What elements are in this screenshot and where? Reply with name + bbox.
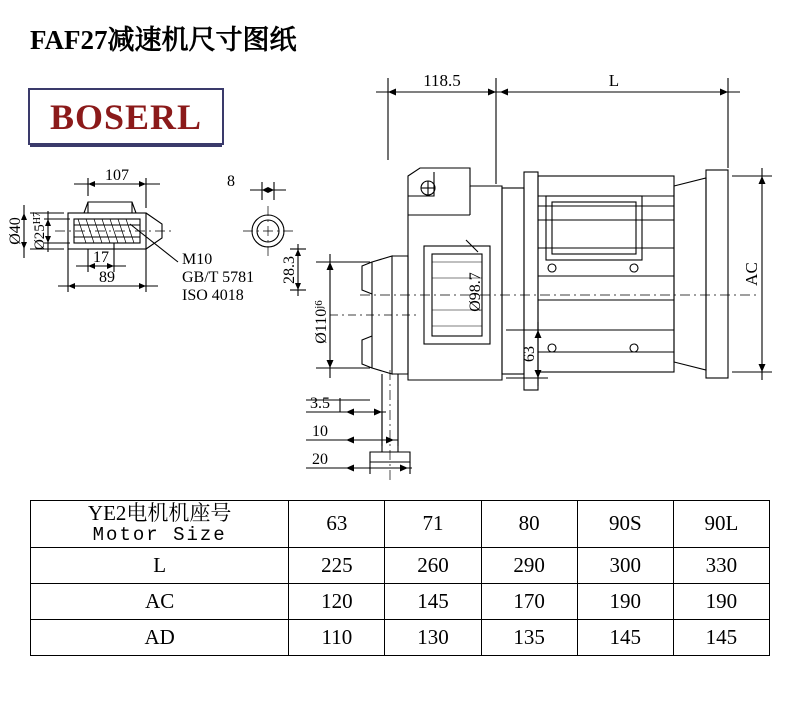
cell-L-2: 290 [481, 547, 577, 583]
dimension-table [30, 500, 770, 656]
motor-size-3: 90S [577, 501, 673, 548]
header-label-en: Motor Size [92, 524, 227, 547]
table-row [31, 583, 770, 619]
cell-AD-4: 145 [673, 619, 769, 655]
motor-size-0: 63 [289, 501, 385, 548]
cell-AD-3: 145 [577, 619, 673, 655]
svg-text:M10: M10 [182, 251, 213, 268]
table-row [31, 547, 770, 583]
cell-AD-1: 130 [385, 619, 481, 655]
cell-L-3: 300 [577, 547, 673, 583]
svg-text:ISO 4018: ISO 4018 [182, 287, 244, 304]
row-label-AD: AD [31, 619, 289, 655]
svg-text:Ø98.7: Ø98.7 [467, 272, 484, 312]
header-label-cn: YE2电机机座号 [87, 501, 232, 525]
cell-AC-3: 190 [577, 583, 673, 619]
svg-text:17: 17 [93, 249, 109, 266]
table-header-row [31, 501, 770, 548]
svg-text:118.5: 118.5 [423, 71, 461, 90]
svg-text:107: 107 [105, 167, 129, 184]
cell-L-4: 330 [673, 547, 769, 583]
svg-text:20: 20 [312, 451, 328, 468]
cell-AC-0: 120 [289, 583, 385, 619]
cell-AC-2: 170 [481, 583, 577, 619]
svg-text:28.3: 28.3 [281, 256, 298, 284]
svg-text:Ø110j6: $Ø110^{j6}$ [313, 300, 330, 344]
svg-text:89: 89 [99, 269, 115, 286]
cell-L-0: 225 [289, 547, 385, 583]
page-title: FAF27减速机尺寸图纸 [30, 25, 297, 55]
svg-text:AC: AC [742, 262, 761, 286]
svg-text:Ø25H7: $Ø25^{H7}$ [32, 211, 48, 251]
table-row [31, 619, 770, 655]
cell-AC-4: 190 [673, 583, 769, 619]
motor-size-2: 80 [481, 501, 577, 548]
svg-text:Ø40: Ø40 [7, 217, 24, 245]
cell-AD-0: 110 [289, 619, 385, 655]
motor-size-4: 90L [673, 501, 769, 548]
cell-AC-1: 145 [385, 583, 481, 619]
row-label-AC: AC [31, 583, 289, 619]
table-header-label [31, 501, 289, 548]
svg-text:GB/T 5781: GB/T 5781 [182, 269, 255, 286]
row-label-L: L [31, 547, 289, 583]
svg-text:L: L [608, 71, 620, 90]
svg-text:10: 10 [312, 423, 328, 440]
motor-size-1: 71 [385, 501, 481, 548]
svg-text:63: 63 [521, 346, 538, 362]
svg-text:8: 8 [227, 173, 235, 190]
cell-L-1: 260 [385, 547, 481, 583]
brand-logo-text: BOSERL [49, 96, 203, 137]
cell-AD-2: 135 [481, 619, 577, 655]
svg-text:3.5: 3.5 [310, 395, 330, 412]
